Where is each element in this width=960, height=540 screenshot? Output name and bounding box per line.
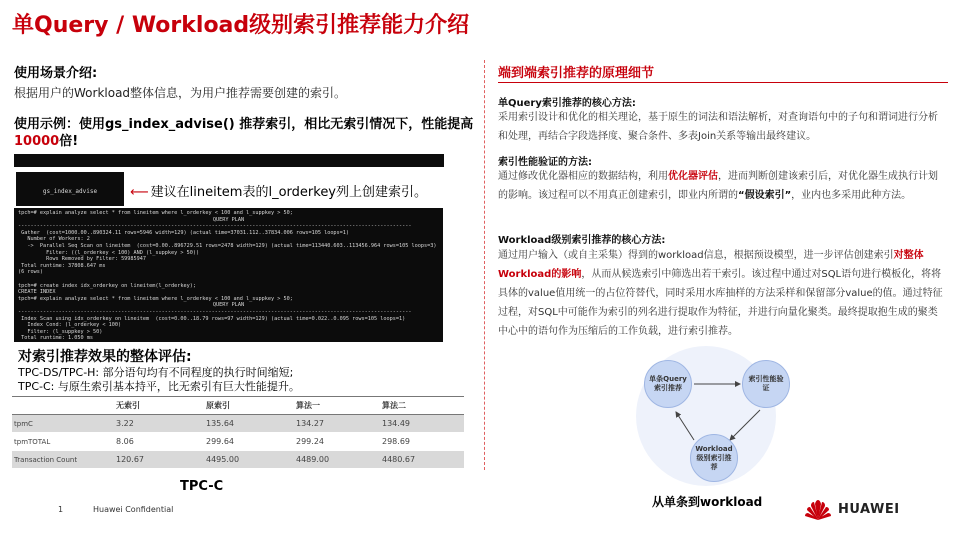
table-cell: 4480.67 <box>378 451 464 469</box>
table-header-cell: 算法二 <box>378 397 464 415</box>
terminal-explain-line: tpch=# create index idx_orderkey on lineitem(l_orderkey); <box>18 282 197 289</box>
table-cell: tpmTOTAL <box>12 433 112 451</box>
validation-text-b: ，进而判断创建该索引后，对优化器生成执行计划的影响。该过程可以不用真正创建索引，即业内所谓的 <box>498 171 938 201</box>
table-cell: 134.49 <box>378 415 464 433</box>
table-row <box>12 433 464 451</box>
workload-text <box>498 246 944 341</box>
table-cell: 299.64 <box>202 433 292 451</box>
table-row <box>12 415 464 433</box>
workload-text-highlight: 对整体Workload的影响 <box>498 250 924 280</box>
table-cell: 134.27 <box>292 415 378 433</box>
table-cell: 4489.00 <box>292 451 378 469</box>
terminal-query <box>14 154 444 167</box>
example-heading-part2: 倍! <box>59 134 79 149</box>
terminal-explain-line: Total runtime: 1.050 ms <box>18 335 93 342</box>
diagram-node-single-query: 单条Query索引推荐 <box>644 360 692 408</box>
terminal-result-header: gs_index_advise <box>42 188 98 195</box>
terminal-result <box>16 172 124 206</box>
evaluation-line-tpcds: TPC-DS/TPC-H: 部分语句均有不同程度的执行时间缩短; <box>18 366 294 379</box>
validation-text <box>498 167 944 205</box>
table-cell: 299.24 <box>292 433 378 451</box>
terminal-explain-line: Filter: ((l_orderkey < 100) AND (l_suppkey > 50)) <box>18 249 200 256</box>
principle-title-underline <box>498 82 948 83</box>
terminal-explain-line: Filter: (l_suppkey > 50) <box>18 328 103 335</box>
validation-text-bold: “假设索引” <box>738 190 792 201</box>
terminal-explain-line: Index Cond: (l_orderkey < 100) <box>18 322 122 329</box>
example-heading-number: 10000 <box>14 134 60 149</box>
validation-text-highlight: 优化器评估 <box>668 171 718 182</box>
arrow-workload-to-query <box>676 412 694 440</box>
validation-text-a: 通过修改优化器相应的数据结构，利用 <box>498 171 668 182</box>
table-cell: 8.06 <box>112 433 202 451</box>
terminal-explain-line: Total runtime: 37808.647 ms <box>18 262 106 269</box>
table-cell: 120.67 <box>112 451 202 469</box>
terminal-explain-line: QUERY PLAN <box>212 216 245 223</box>
recommendation-note-text: 建议在lineitem表的l_orderkey列上创建索引。 <box>150 185 428 200</box>
huawei-logo-icon <box>802 498 834 522</box>
single-query-text: 采用索引设计和优化的相关理论，基于原生的词法和语法解析，对查询语句中的子句和谓词进行分析和处理，再结合字段选择度、聚合条件、多表Join关系等输出最终建议。 <box>498 112 938 142</box>
evaluation-line-tpcc: TPC-C: 与原生索引基本持平，比无索引有巨大性能提升。 <box>18 380 300 393</box>
table-cell: 3.22 <box>112 415 202 433</box>
terminal-explain-line: Number of Workers: 2 <box>18 236 90 243</box>
table-cell: 298.69 <box>378 433 464 451</box>
table-cell: tpmC <box>12 415 112 433</box>
terminal-explain-line: tpch=# explain analyze select * from lineitem where l_orderkey < 100 and l_suppkey > 50; <box>18 210 293 216</box>
terminal-explain-line: Index Scan using idx_orderkey on lineitem (cost=0.00..18.79 rows=97 width=129) (actual time=0.022..0.095 rows=105 loops=1) <box>18 315 406 322</box>
tpcc-results-table <box>12 396 464 469</box>
validation-heading: 索引性能验证的方法: <box>498 157 592 168</box>
table-cell: 4495.00 <box>202 451 292 469</box>
table-caption: TPC-C <box>180 479 224 494</box>
terminal-explain-line: ------------------------------------------------------------------------------------------------------------------------------ <box>18 223 412 230</box>
terminal-explain-line: (6 rows) <box>18 269 43 276</box>
diagram-node-workload: Workload级别索引推荐 <box>690 434 738 482</box>
diagram-caption: 从单条到workload <box>652 495 763 509</box>
scenario-text: 根据用户的Workload整体信息，为用户推荐需要创建的索引。 <box>14 86 347 100</box>
validation-text-c: ，业内也多采用此种方法。 <box>791 190 912 201</box>
recommendation-note <box>130 181 427 200</box>
workload-heading: Workload级别索引推荐的核心方法: <box>498 235 666 246</box>
terminal-explain-line: ------------------------------------------------------------------------------------------------------------------------------ <box>18 308 412 315</box>
table-header-cell <box>12 397 112 415</box>
confidential-label: Huawei Confidential <box>93 505 174 514</box>
table-cell: 135.64 <box>202 415 292 433</box>
evaluation-heading: 对索引推荐效果的整体评估: <box>18 349 192 365</box>
page-title: 单Query / Workload级别索引推荐能力介绍 <box>12 13 470 38</box>
terminal-explain-line: -> Parallel Seq Scan on lineitem (cost=0.00..896729.51 rows=2478 width=129) (actual time=113440.603..113456.964 rows=105 loops=3) <box>18 242 437 249</box>
table-header-cell: 算法一 <box>292 397 378 415</box>
terminal-explain-line: Gather (cost=1000.00..890324.11 rows=5946 width=129) (actual time=37031.112..37834.006 rows=105 loops=1) <box>18 229 350 236</box>
terminal-explain-line: Rows Removed by Filter: 59985947 <box>18 256 147 263</box>
workload-text-b: ，从而从候选索引中筛选出若干索引。该过程中通过对SQL语句进行模板化，将将具体的value值用统一的占位符替代，同时采用水库抽样的方法采样和保留部分value的值。通过特征过程，对SQL中可能作为索引的列名进行提取作为特征，并进行向量化聚类。最终提取抱生成的聚类中心中的语句作为压缩后的工作负载，进行索引推荐。 <box>498 269 943 337</box>
terminal-explain-line: QUERY PLAN <box>212 302 245 309</box>
single-query-heading: 单Query索引推荐的核心方法: <box>498 98 636 109</box>
terminal-explain-line <box>18 276 439 283</box>
table-header-row <box>12 397 464 415</box>
scenario-heading: 使用场景介绍: <box>14 66 98 81</box>
brand-name: HUAWEI <box>838 502 900 517</box>
column-divider <box>484 60 485 470</box>
terminal-explain <box>14 208 443 342</box>
workload-text-a: 通过用户输入（或自主采集）得到的workload信息，根据预设模型，进一步评估创建索引 <box>498 250 894 261</box>
terminal-explain-line: CREATE INDEX <box>18 289 56 296</box>
arrow-validation-to-workload <box>730 410 760 440</box>
principle-title: 端到端索引推荐的原理细节 <box>498 66 655 81</box>
table-row <box>12 451 464 469</box>
terminal-explain-line: tpch=# explain analyze select * from lineitem where l_orderkey < 100 and l_suppkey > 50; <box>18 295 293 302</box>
left-arrow-icon: ⟵ <box>130 185 149 200</box>
table-header-cell: 无索引 <box>112 397 202 415</box>
page-number: 1 <box>58 505 64 514</box>
table-cell: Transaction Count <box>12 451 112 469</box>
example-heading <box>14 116 474 150</box>
diagram-node-validation: 索引性能验证 <box>742 360 790 408</box>
table-header-cell: 原索引 <box>202 397 292 415</box>
example-heading-part1: 使用示例：使用gs_index_advise() 推荐索引，相比无索引情况下，性能提高 <box>14 117 474 132</box>
